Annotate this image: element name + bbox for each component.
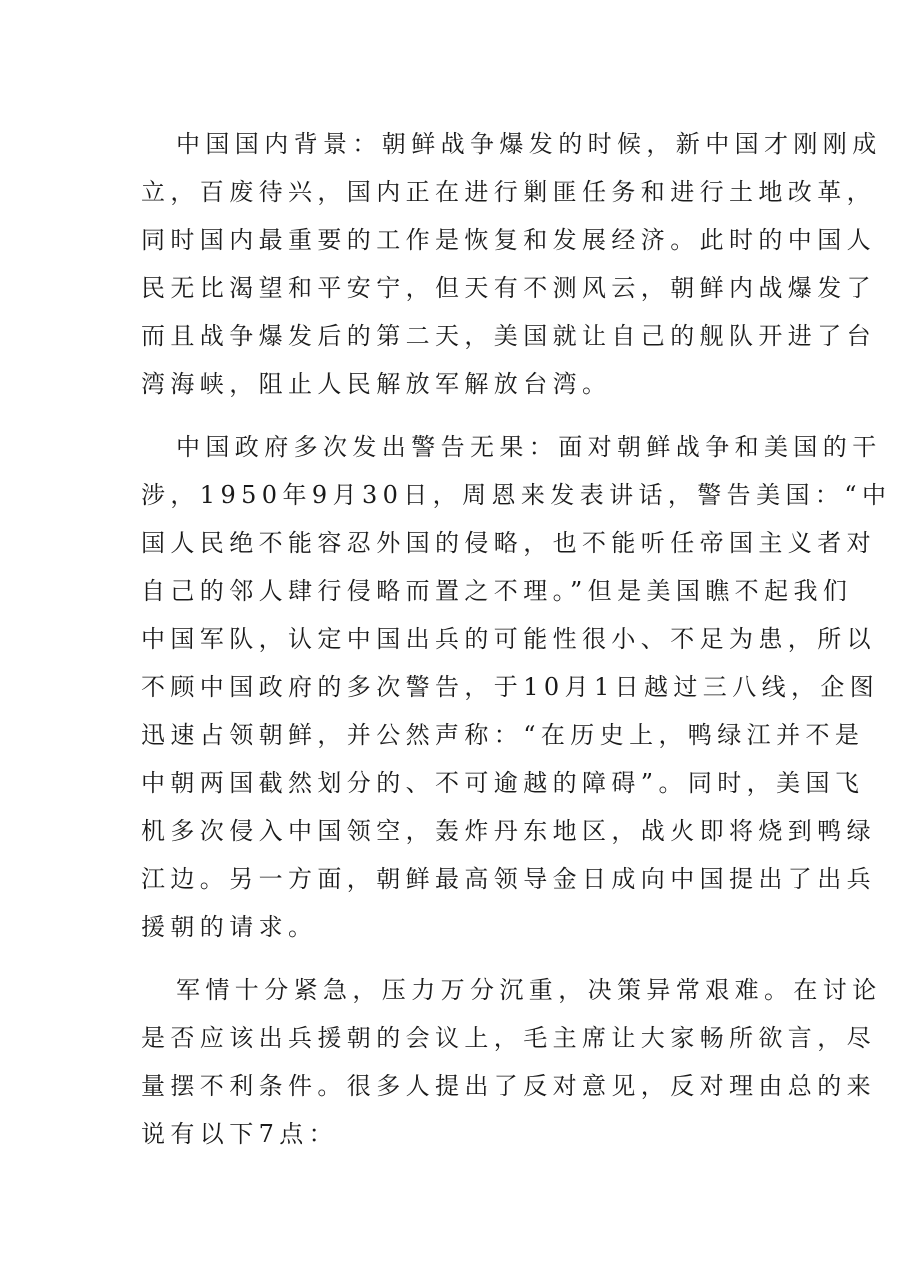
text-line: 是否应该出兵援朝的会议上，毛主席让大家畅所欲言，尽 xyxy=(141,1024,876,1052)
text-line: 中国政府多次发出警告无果：面对朝鲜战争和美国的干 xyxy=(176,433,882,461)
text-line: 民无比渴望和平安宁，但天有不测风云，朝鲜内战爆发了 xyxy=(141,274,876,302)
paragraph-decision-meeting xyxy=(141,966,882,1158)
text-line: 中朝两国截然划分的、不可逾越的障碍”。同时，美国飞 xyxy=(141,769,865,797)
text-line: 机多次侵入中国领空，轰炸丹东地区，战火即将烧到鸭绿 xyxy=(141,817,876,845)
text-line: 量摆不利条件。很多人提出了反对意见，反对理由总的来 xyxy=(141,1072,876,1100)
paragraph-domestic-background xyxy=(141,120,882,408)
text-line: 中国国内背景：朝鲜战争爆发的时候，新中国才刚刚成 xyxy=(176,130,882,158)
text-line: 江边。另一方面，朝鲜最高领导金日成向中国提出了出兵 xyxy=(141,865,876,893)
text-line: 不顾中国政府的多次警告，于10月1日越过三八线，企图 xyxy=(141,673,880,701)
text-line: 自己的邻人肆行侵略而置之不理。”但是美国瞧不起我们 xyxy=(141,577,853,605)
text-line: 中国军队，认定中国出兵的可能性很小、不足为患，所以 xyxy=(141,625,876,653)
document-body xyxy=(141,120,892,1173)
text-line: 涉，1950年9月30日，周恩来发表讲话，警告美国：“中 xyxy=(141,481,892,509)
text-line: 说有以下7点： xyxy=(141,1120,339,1148)
text-line: 同时国内最重要的工作是恢复和发展经济。此时的中国人 xyxy=(141,226,876,254)
text-line: 援朝的请求。 xyxy=(141,913,318,941)
text-line: 立，百废待兴，国内正在进行剿匪任务和进行土地改革， xyxy=(141,178,876,206)
text-line: 而且战争爆发后的第二天，美国就让自己的舰队开进了台 xyxy=(141,322,876,350)
text-line: 军情十分紧急，压力万分沉重，决策异常艰难。在讨论 xyxy=(176,976,882,1004)
text-line: 迅速占领朝鲜，并公然声称：“在历史上，鸭绿江并不是 xyxy=(141,721,865,749)
text-line: 国人民绝不能容忍外国的侵略，也不能听任帝国主义者对 xyxy=(141,529,876,557)
text-line: 湾海峡，阻止人民解放军解放台湾。 xyxy=(141,370,612,398)
paragraph-government-warnings xyxy=(141,423,892,951)
